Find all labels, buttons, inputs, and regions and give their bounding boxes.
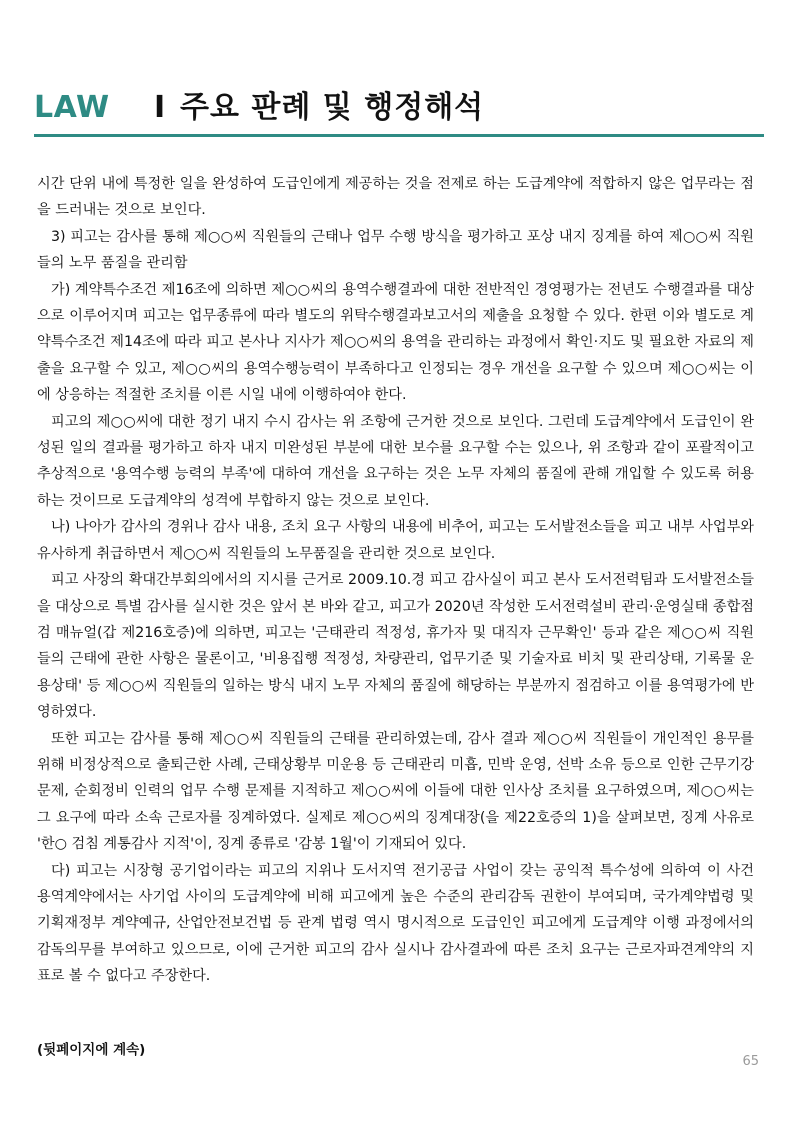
paragraph: 나) 나아가 감사의 경위나 감사 내용, 조치 요구 사항의 내용에 비추어, 피고는 도서발전소들을 피고 내부 사업부와 유사하게 취급하면서 제○○씨 직원들의 노무품질을 관리한 것으로 보인다. bbox=[37, 519, 754, 562]
section-separator: I bbox=[154, 90, 166, 125]
paragraph: 시간 단위 내에 특정한 일을 완성하여 도급인에게 제공하는 것을 전제로 하는 도급계약에 적합하지 않은 업무라는 점을 드러내는 것으로 보인다. bbox=[37, 176, 754, 219]
paragraph: 가) 계약특수조건 제16조에 의하면 제○○씨의 용역수행결과에 대한 전반적인 경영평가는 전년도 수행결과를 대상으로 이루어지며 피고는 업무종류에 따라 별도의 위탁수행결과보고서의 제출을 요청할 수 있다. 한편 이와 별도로 계약특수조건 제14조에 따라 피고 본사나 지사가 제○○씨의 용역을 관리하는 과정에서 확인·지도 및 필요한 자료의 제출을 요구할 수 있고, 제○○씨의 용역수행능력이 부족하다고 인정되는 경우 개선을 요구할 수 있으며 제○○씨는 이에 상응하는 적절한 조치를 이른 시일 내에 이행하여야 한다. bbox=[37, 281, 754, 404]
continued-note: (뒷페이지에 계속) bbox=[37, 1042, 146, 1058]
paragraph: 3) 피고는 감사를 통해 제○○씨 직원들의 근태나 업무 수행 방식을 평가하고 포상 내지 징계를 하여 제○○씨 직원들의 노무 품질을 관리함 bbox=[37, 228, 754, 272]
paragraph: 피고 사장의 확대간부회의에서의 지시를 근거로 2009.10.경 피고 감사실이 피고 본사 도서전력팀과 도서발전소들을 대상으로 특별 감사를 실시한 것은 앞서 본 바와 같고, 피고가 2020년 작성한 도서전력설비 관리·운영실태 종합점검 매뉴얼(갑 제216호증)에 의하면, 피고는 '근태관리 적정성, 휴가자 및 대직자 근무확인' 등과 같은 제○○씨 직원들의 근태에 관한 사항은 물론이고, '비용집행 적정성, 차량관리, 업무기준 및 기술자료 비치 및 관리상태, 기록물 운용상태' 등 제○○씨 직원들의 일하는 방식 내지 노무 자체의 품질에 해당하는 부분까지 점검하고 이를 용역평가에 반영하였다. bbox=[37, 572, 754, 721]
page-number: 65 bbox=[742, 1054, 759, 1069]
paragraph: 피고의 제○○씨에 대한 정기 내지 수시 감사는 위 조항에 근거한 것으로 보인다. 그런데 도급계약에서 도급인이 완성된 일의 결과를 평가하고 하자 내지 미완성된 부분에 대한 보수를 요구할 수는 있으나, 위 조항과 같이 포괄적이고 추상적으로 '용역수행 능력의 부족'에 대하여 개선을 요구하는 것은 노무 자체의 품질에 관해 개입할 수 있도록 허용하는 것이므로 도급계약의 성격에 부합하지 않는 것으로 보인다. bbox=[37, 413, 754, 509]
paragraph: 또한 피고는 감사를 통해 제○○씨 직원들의 근태를 관리하였는데, 감사 결과 제○○씨 직원들이 개인적인 용무를 위해 비정상적으로 출퇴근한 사례, 근태상황부 미운용 등 근태관리 미흡, 민박 운영, 선박 소유 등으로 인한 근무기강 문제, 순회정비 인력의 업무 수행 문제를 지적하고 제○○씨에 이들에 대한 인사상 조치를 요구하였으며, 제○○씨는 그 요구에 따라 소속 근로자를 징계하였다. 실제로 제○○씨의 징계대장(을 제22호증의 1)을 살펴보면, 징계 사유로 '한○ 검침 계통감사 지적'이, 징계 종류로 '감봉 1월'이 기재되어 있다. bbox=[37, 730, 754, 853]
section-header bbox=[34, 86, 764, 137]
paragraph: 다) 피고는 시장형 공기업이라는 피고의 지위나 도서지역 전기공급 사업이 갖는 공익적 특수성에 의하여 이 사건 용역계약에서는 사기업 사이의 도급계약에 비해 피고에게 높은 수준의 관리감독 권한이 부여되며, 국가계약법령 및 기획재정부 계약예규, 산업안전보건법 등 관계 법령 역시 명시적으로 도급인인 피고에게 도급계약 이행 과정에서의 감독의무를 부여하고 있으므로, 이에 근거한 피고의 감사 실시나 감사결과에 따른 조치 요구는 근로자파견계약의 지표로 볼 수 없다고 주장한다. bbox=[37, 862, 754, 985]
section-brand: LAW bbox=[34, 90, 110, 125]
page-title: 주요 판례 및 행정해석 bbox=[180, 90, 485, 125]
document-body bbox=[37, 171, 754, 990]
